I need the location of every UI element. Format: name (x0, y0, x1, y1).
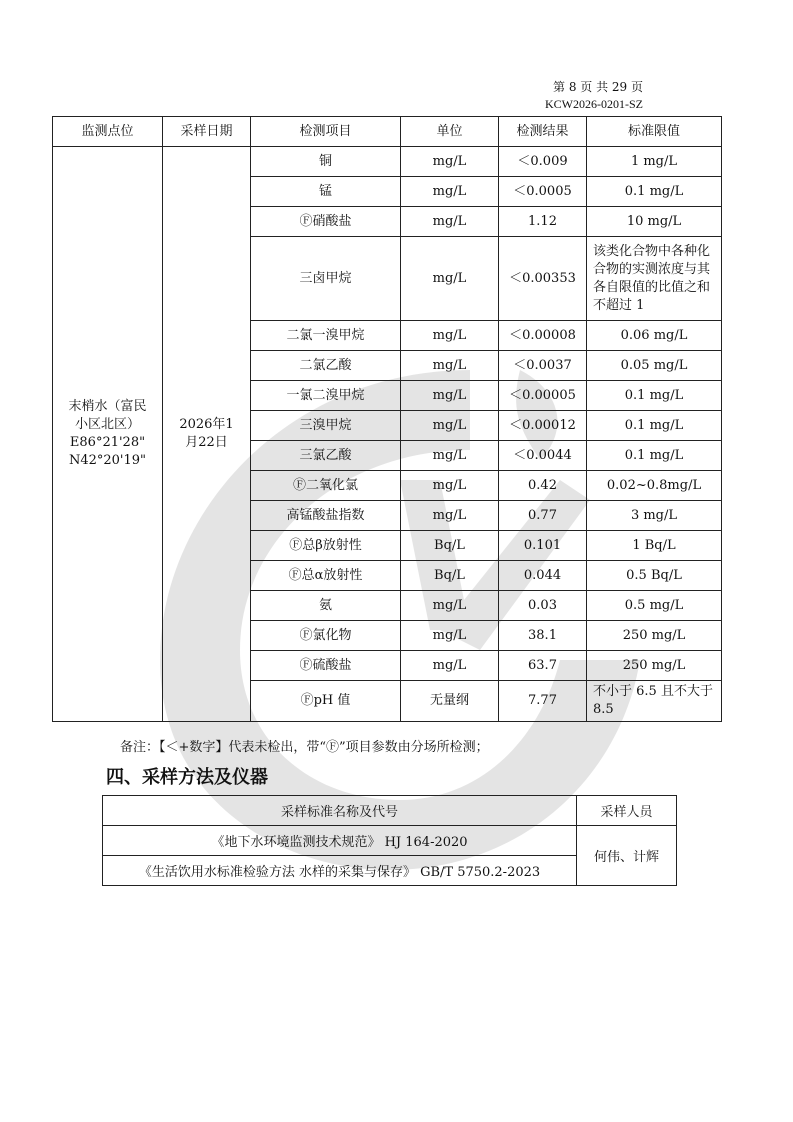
result: ＜0.0005 (499, 177, 587, 207)
test-item: 锰 (251, 177, 401, 207)
result: ＜0.00012 (499, 411, 587, 441)
test-item: 高锰酸盐指数 (251, 501, 401, 531)
unit: Bq/L (401, 561, 499, 591)
test-item: 铜 (251, 147, 401, 177)
column-header: 采样日期 (163, 117, 251, 147)
unit: mg/L (401, 237, 499, 321)
unit: 无量纲 (401, 681, 499, 722)
column-header: 检测结果 (499, 117, 587, 147)
result: 0.42 (499, 471, 587, 501)
result: ＜0.00353 (499, 237, 587, 321)
limit: 10 mg/L (587, 207, 722, 237)
result: ＜0.0037 (499, 351, 587, 381)
unit: mg/L (401, 321, 499, 351)
test-item: ⒻpH 值 (251, 681, 401, 722)
result: ＜0.00008 (499, 321, 587, 351)
limit: 0.1 mg/L (587, 177, 722, 207)
column-header: 采样标准名称及代号 (103, 796, 577, 826)
unit: mg/L (401, 471, 499, 501)
unit: Bq/L (401, 531, 499, 561)
unit: mg/L (401, 591, 499, 621)
limit: 该类化合物中各种化合物的实测浓度与其各自限值的比值之和不超过 1 (587, 237, 722, 321)
result: 1.12 (499, 207, 587, 237)
result: 63.7 (499, 651, 587, 681)
limit: 3 mg/L (587, 501, 722, 531)
test-item: 三卤甲烷 (251, 237, 401, 321)
column-header: 单位 (401, 117, 499, 147)
result: 0.101 (499, 531, 587, 561)
sampling-method-table (102, 795, 677, 886)
unit: mg/L (401, 651, 499, 681)
unit: mg/L (401, 207, 499, 237)
report-number: KCW2026-0201-SZ (545, 97, 643, 111)
test-item: Ⓕ硫酸盐 (251, 651, 401, 681)
limit: 0.1 mg/L (587, 381, 722, 411)
table-row (53, 147, 722, 177)
limit: 0.06 mg/L (587, 321, 722, 351)
sample-date: 2026年1月22日 (163, 147, 251, 722)
result: 0.77 (499, 501, 587, 531)
limit: 250 mg/L (587, 621, 722, 651)
limit: 0.5 mg/L (587, 591, 722, 621)
table-header-row (53, 117, 722, 147)
sampling-personnel: 何伟、计辉 (577, 826, 677, 886)
test-item: 一氯二溴甲烷 (251, 381, 401, 411)
test-item: 三溴甲烷 (251, 411, 401, 441)
limit: 1 mg/L (587, 147, 722, 177)
page-indicator: 第 8 页 共 29 页 (553, 80, 643, 94)
column-header: 检测项目 (251, 117, 401, 147)
result: ＜0.00005 (499, 381, 587, 411)
unit: mg/L (401, 501, 499, 531)
test-item: Ⓕ二氧化氯 (251, 471, 401, 501)
test-item: Ⓕ总β放射性 (251, 531, 401, 561)
result: ＜0.009 (499, 147, 587, 177)
section-title: 四、采样方法及仪器 (106, 767, 268, 788)
limit: 0.1 mg/L (587, 441, 722, 471)
limit: 0.02~0.8mg/L (587, 471, 722, 501)
unit: mg/L (401, 411, 499, 441)
limit: 1 Bq/L (587, 531, 722, 561)
result: 0.044 (499, 561, 587, 591)
unit: mg/L (401, 147, 499, 177)
column-header: 标准限值 (587, 117, 722, 147)
test-item: 二氯一溴甲烷 (251, 321, 401, 351)
unit: mg/L (401, 177, 499, 207)
result: ＜0.0044 (499, 441, 587, 471)
limit: 不小于 6.5 且不大于 8.5 (587, 681, 722, 722)
column-header: 采样人员 (577, 796, 677, 826)
sampling-standard: 《生活饮用水标准检验方法 水样的采集与保存》 GB/T 5750.2-2023 (103, 856, 577, 886)
unit: mg/L (401, 441, 499, 471)
test-item: 三氯乙酸 (251, 441, 401, 471)
limit: 0.5 Bq/L (587, 561, 722, 591)
result: 7.77 (499, 681, 587, 722)
unit: mg/L (401, 381, 499, 411)
test-item: Ⓕ氯化物 (251, 621, 401, 651)
table-header-row (103, 796, 677, 826)
result: 38.1 (499, 621, 587, 651)
limit: 0.1 mg/L (587, 411, 722, 441)
limit: 250 mg/L (587, 651, 722, 681)
monitoring-site: 末梢水（富民小区北区）E86°21'28" N42°20'19" (53, 147, 163, 722)
remark-note: 备注：【＜+数字】代表未检出，带“Ⓕ”项目参数由分场所检测； (120, 740, 489, 755)
test-item: 氨 (251, 591, 401, 621)
test-item: Ⓕ总α放射性 (251, 561, 401, 591)
result: 0.03 (499, 591, 587, 621)
table-row (103, 826, 677, 856)
unit: mg/L (401, 621, 499, 651)
sampling-standard: 《地下水环境监测技术规范》 HJ 164-2020 (103, 826, 577, 856)
results-table (52, 116, 722, 722)
test-item: Ⓕ硝酸盐 (251, 207, 401, 237)
column-header: 监测点位 (53, 117, 163, 147)
unit: mg/L (401, 351, 499, 381)
limit: 0.05 mg/L (587, 351, 722, 381)
test-item: 二氯乙酸 (251, 351, 401, 381)
